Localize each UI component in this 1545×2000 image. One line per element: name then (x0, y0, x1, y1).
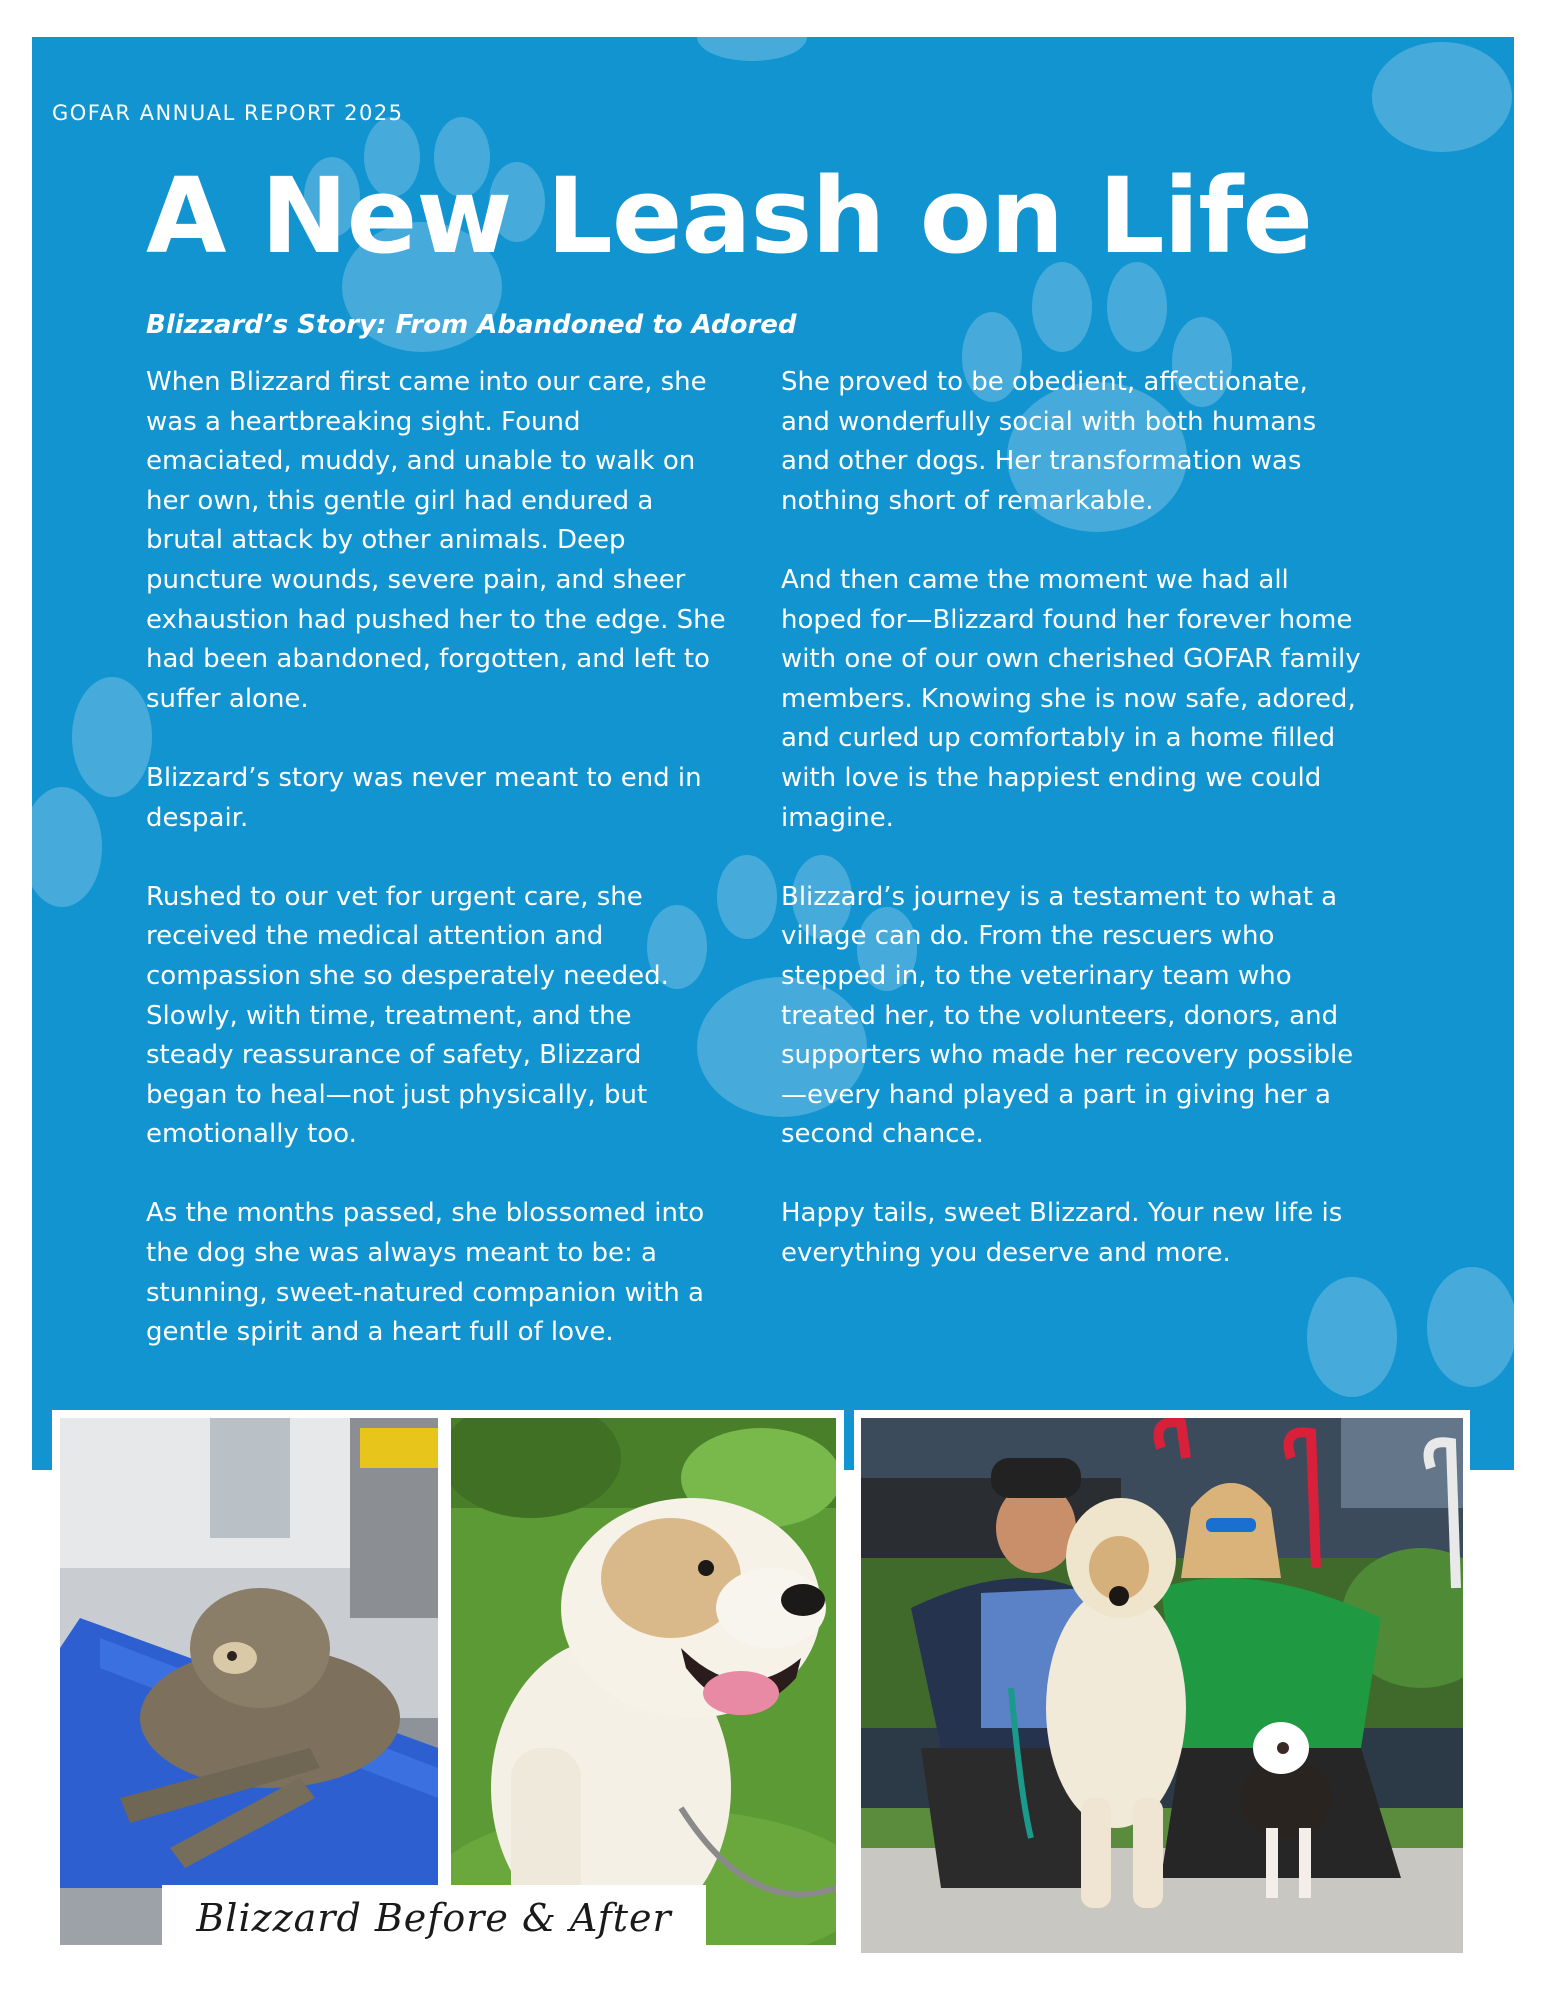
story-column-left (146, 363, 726, 1392)
before-photo (60, 1418, 438, 1945)
caption-box (162, 1885, 706, 1951)
photo-caption: Blizzard Before & After (196, 1896, 672, 1940)
story-column-right (781, 363, 1361, 1313)
story-paragraph: As the months passed, she blossomed into the dog she was always meant to be: a stunning, sweet-natured companion with a gentle spirit and a heart full of love. (146, 1198, 705, 1348)
story-paragraph: She proved to be obedient, affectionate, and wonderfully social with both humans and other dogs. Her transformation was nothing short of remarkable. (781, 367, 1317, 516)
story-paragraph: Blizzard’s journey is a testament to what a village can do. From the rescuers who stepped in, to the veterinary team who treated her, to the volunteers, donors, and supporters who made her recovery possible—every hand played a part in giving her a second chance. (781, 881, 1354, 1150)
story-paragraph: When Blizzard first came into our care, she was a heartbreaking sight. Found emaciated, muddy, and unable to walk on her own, this gentle girl had endured a brutal attack by other animals. Deep puncture wounds, severe pain, and sheer exhaustion had pushed her to the edge. She had been abandoned, forgotten, and left to suffer alone. (146, 367, 726, 714)
paw-print-decoration (1362, 37, 1514, 197)
story-paragraph: Blizzard’s story was never meant to end in despair. (146, 762, 702, 833)
after-photo (451, 1418, 836, 1945)
page-title: A New Leash on Life (146, 155, 1313, 277)
story-panel (32, 37, 1514, 1470)
paw-print-decoration (692, 37, 812, 67)
story-paragraph: Happy tails, sweet Blizzard. Your new life is everything you deserve and more. (781, 1198, 1343, 1269)
family-photo (861, 1418, 1463, 1953)
story-subtitle: Blizzard’s Story: From Abandoned to Adored (146, 310, 797, 340)
report-label: GOFAR ANNUAL REPORT 2025 (52, 101, 404, 125)
story-paragraph: Rushed to our vet for urgent care, she received the medical attention and compassion she so desperately needed. Slowly, with time, treatment, and the steady reassurance of safety, Blizzard began to heal—not just physically, but emotionally too. (146, 881, 669, 1150)
story-paragraph: And then came the moment we had all hoped for—Blizzard found her forever home with one of our own cherished GOFAR family members. Knowing she is now safe, adored, and curled up comfortably in a home filled with love is the happiest ending we could imagine. (781, 564, 1361, 833)
